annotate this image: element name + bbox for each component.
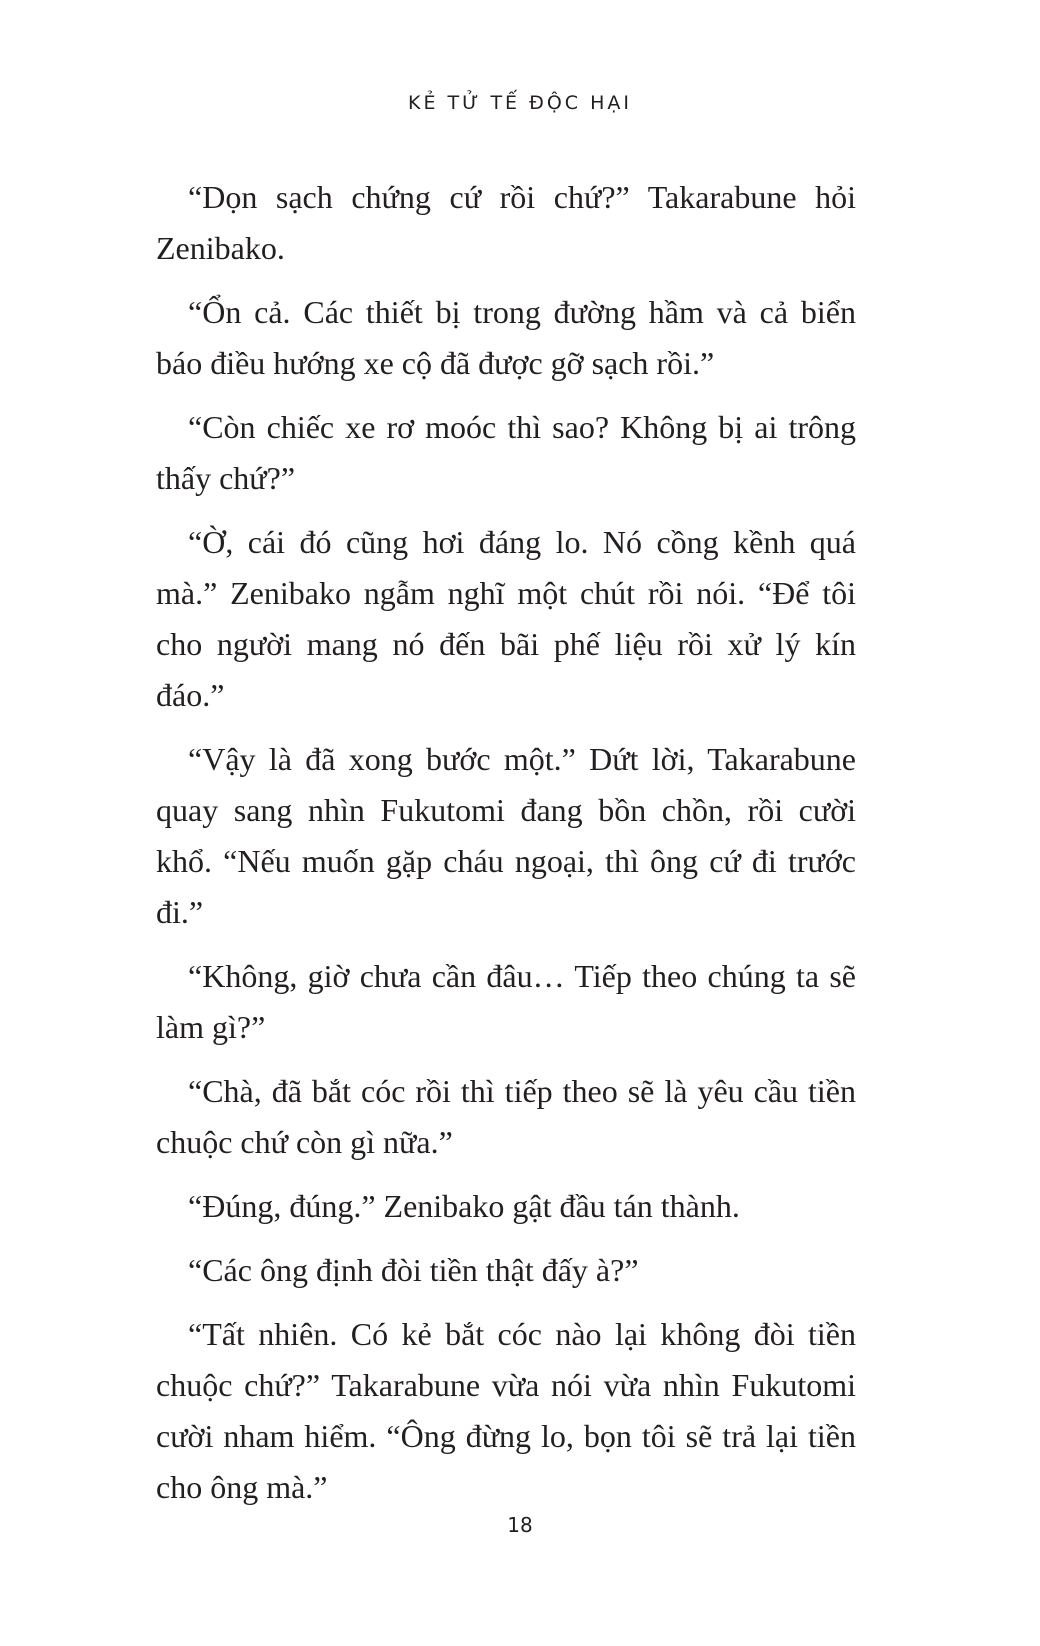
paragraph: “Ờ, cái đó cũng hơi đáng lo. Nó cồng kềnh quá mà.” Zenibako ngẫm nghĩ một chút rồi nói. “Để tôi cho người mang nó đến bãi phế liệu rồi xử lý kín đáo.” [156,524,856,713]
paragraph: “Các ông định đòi tiền thật đấy à?” [188,1252,639,1288]
page-number: 18 [507,1513,533,1537]
body-text [156,172,856,1526]
paragraph: “Tất nhiên. Có kẻ bắt cóc nào lại không đòi tiền chuộc chứ?” Takarabune vừa nói vừa nhìn Fukutomi cười nham hiểm. “Ông đừng lo, bọn tôi sẽ trả lại tiền cho ông mà.” [156,1316,856,1505]
paragraph: “Dọn sạch chứng cứ rồi chứ?” Takarabune hỏi Zenibako. [156,179,856,266]
paragraph: “Ổn cả. Các thiết bị trong đường hầm và cả biển báo điều hướng xe cộ đã được gỡ sạch rồi.” [156,294,856,381]
paragraph: “Vậy là đã xong bước một.” Dứt lời, Takarabune quay sang nhìn Fukutomi đang bồn chồn, rồi cười khổ. “Nếu muốn gặp cháu ngoại, thì ông cứ đi trước đi.” [156,741,856,930]
running-header: KẺ TỬ TẾ ĐỘC HẠI [408,92,632,114]
paragraph: “Không, giờ chưa cần đâu… Tiếp theo chúng ta sẽ làm gì?” [156,958,856,1045]
paragraph: “Chà, đã bắt cóc rồi thì tiếp theo sẽ là yêu cầu tiền chuộc chứ còn gì nữa.” [156,1073,856,1160]
paragraph: “Đúng, đúng.” Zenibako gật đầu tán thành. [188,1188,740,1224]
paragraph: “Còn chiếc xe rơ moóc thì sao? Không bị ai trông thấy chứ?” [156,409,856,496]
